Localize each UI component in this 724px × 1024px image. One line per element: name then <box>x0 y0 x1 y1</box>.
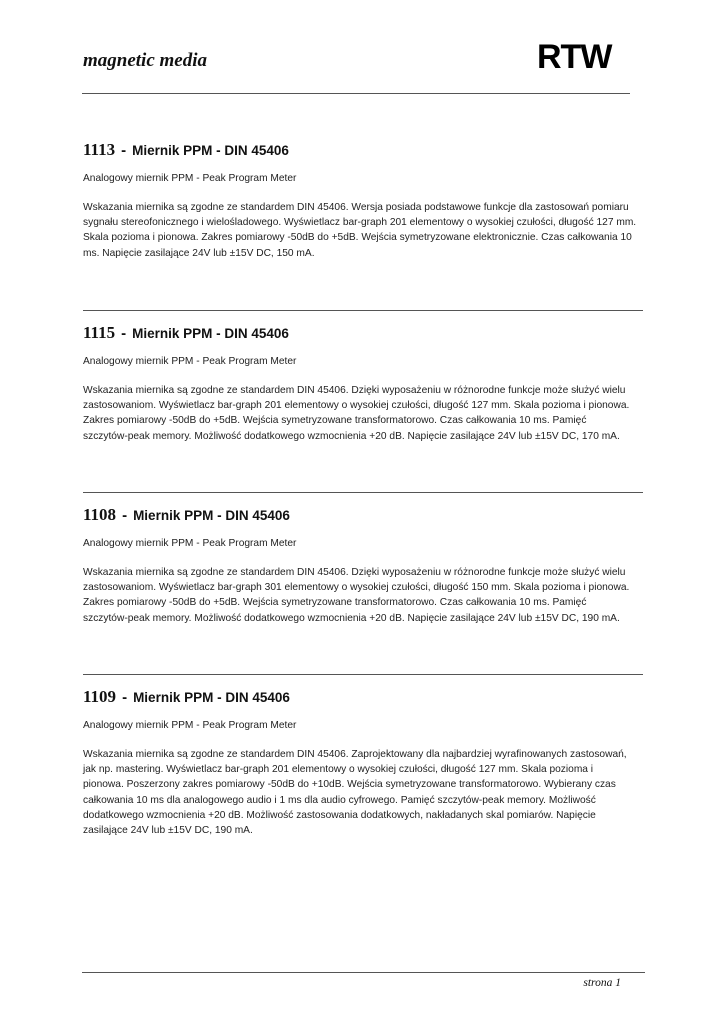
footer-divider <box>82 972 645 973</box>
description-line: szczytów-peak memory. Możliwość dodatkowego wzmocnienia +20 dB. Napięcie zasilające 24V lub ±15V DC, 170 mA. <box>83 430 620 442</box>
header-title: magnetic media <box>83 50 208 71</box>
section-heading <box>83 687 643 707</box>
heading-dash: - <box>121 142 127 159</box>
description-line: Zakres pomiarowy -50dB do +5dB. Wejścia symetryzowane transformatorowo. Czas całkowania 10 ms. Pamięć <box>83 415 587 427</box>
product-name: Miernik PPM - DIN 45406 <box>132 143 289 158</box>
section-heading <box>83 505 643 525</box>
brand-logo: RTW <box>537 38 612 76</box>
heading-dash: - <box>121 325 127 342</box>
product-description <box>83 200 643 261</box>
product-name: Miernik PPM - DIN 45406 <box>133 690 290 705</box>
product-description <box>83 747 643 838</box>
section-heading <box>83 140 643 160</box>
product-subtitle: Analogowy miernik PPM - Peak Program Meter <box>83 356 297 367</box>
product-code: 1115 <box>83 323 116 342</box>
description-line: ms. Napięcie zasilające 24V lub ±15V DC, 150 mA. <box>83 247 315 259</box>
product-section-1113 <box>83 140 643 261</box>
product-subtitle: Analogowy miernik PPM - Peak Program Meter <box>83 538 297 549</box>
description-line: pionowa. Poszerzony zakres pomiarowy -50dB do +10dB. Wejścia symetryzowane transformatorowo. Wybierany czas <box>83 779 616 791</box>
page-number: strona 1 <box>583 977 621 989</box>
description-line: Wskazania miernika są zgodne ze standardem DIN 45406. Zaprojektowany dla najbardziej wyrafinowanych zastosowań, <box>83 749 627 760</box>
product-section-1108 <box>83 505 643 626</box>
heading-dash: - <box>122 507 128 524</box>
description-line: sygnału stereofonicznego i wielośladowego. Wyświetlacz bar-graph 201 elementowy o wysokiej czułości, długość 127 mm. <box>83 217 637 229</box>
description-line: Wskazania miernika są zgodne ze standardem DIN 45406. Dzięki wyposażeniu w różnorodne funkcje może służyć wielu <box>83 567 626 578</box>
description-line: zastosowaniom. Wyświetlacz bar-graph 201 elementowy o wysokiej czułości, długość 127 mm. Skala pozioma i pionowa. <box>83 400 630 412</box>
section-heading <box>83 323 643 343</box>
heading-dash: - <box>122 689 128 706</box>
product-name: Miernik PPM - DIN 45406 <box>133 508 290 523</box>
product-name: Miernik PPM - DIN 45406 <box>132 326 289 341</box>
product-code: 1108 <box>83 505 117 524</box>
description-line: Wskazania miernika są zgodne ze standardem DIN 45406. Wersja posiada podstawowe funkcje dla zastosowań pomiaru <box>83 202 629 213</box>
product-description <box>83 565 643 626</box>
product-section-1109 <box>83 687 643 838</box>
description-line: zastosowaniom. Wyświetlacz bar-graph 301 elementowy o wysokiej czułości, długość 150 mm. Skala pozioma i pionowa. <box>83 582 630 594</box>
section-divider <box>83 492 643 493</box>
header-divider <box>82 93 630 94</box>
section-divider <box>83 674 643 675</box>
description-line: całkowania 10 ms dla analogowego audio i 1 ms dla audio cyfrowego. Pamięć szczytów-peak memory. Możliwość <box>83 794 596 806</box>
description-line: Skala pozioma i pionowa. Zakres pomiarowy -50dB do +5dB. Wejścia symetryzowane elektronicznie. Czas całkowania 10 <box>83 232 632 244</box>
product-subtitle: Analogowy miernik PPM - Peak Program Meter <box>83 720 297 731</box>
product-description <box>83 383 643 444</box>
product-subtitle: Analogowy miernik PPM - Peak Program Meter <box>83 173 297 184</box>
description-line: jak np. mastering. Wyświetlacz bar-graph 201 elementowy o wysokiej czułości, długość 127 mm. Skala pozioma i <box>83 764 594 776</box>
product-code: 1109 <box>83 687 117 706</box>
product-code: 1113 <box>83 140 116 159</box>
description-line: Wskazania miernika są zgodne ze standardem DIN 45406. Dzięki wyposażeniu w różnorodne funkcje może służyć wielu <box>83 385 626 396</box>
section-divider <box>83 310 643 311</box>
description-line: dodatkowego wzmocnienia +20 dB. Możliwość zastosowania dodatkowych, nakładanych skal pomiarów. Napięcie <box>83 809 596 821</box>
description-line: zasilające 24V lub ±15V DC, 190 mA. <box>83 825 253 837</box>
description-line: szczytów-peak memory. Możliwość dodatkowego wzmocnienia +20 dB. Napięcie zasilające 24V lub ±15V DC, 190 mA. <box>83 612 620 624</box>
description-line: Zakres pomiarowy -50dB do +5dB. Wejścia symetryzowane transformatorowo. Czas całkowania 10 ms. Pamięć <box>83 597 587 609</box>
product-section-1115 <box>83 323 643 444</box>
